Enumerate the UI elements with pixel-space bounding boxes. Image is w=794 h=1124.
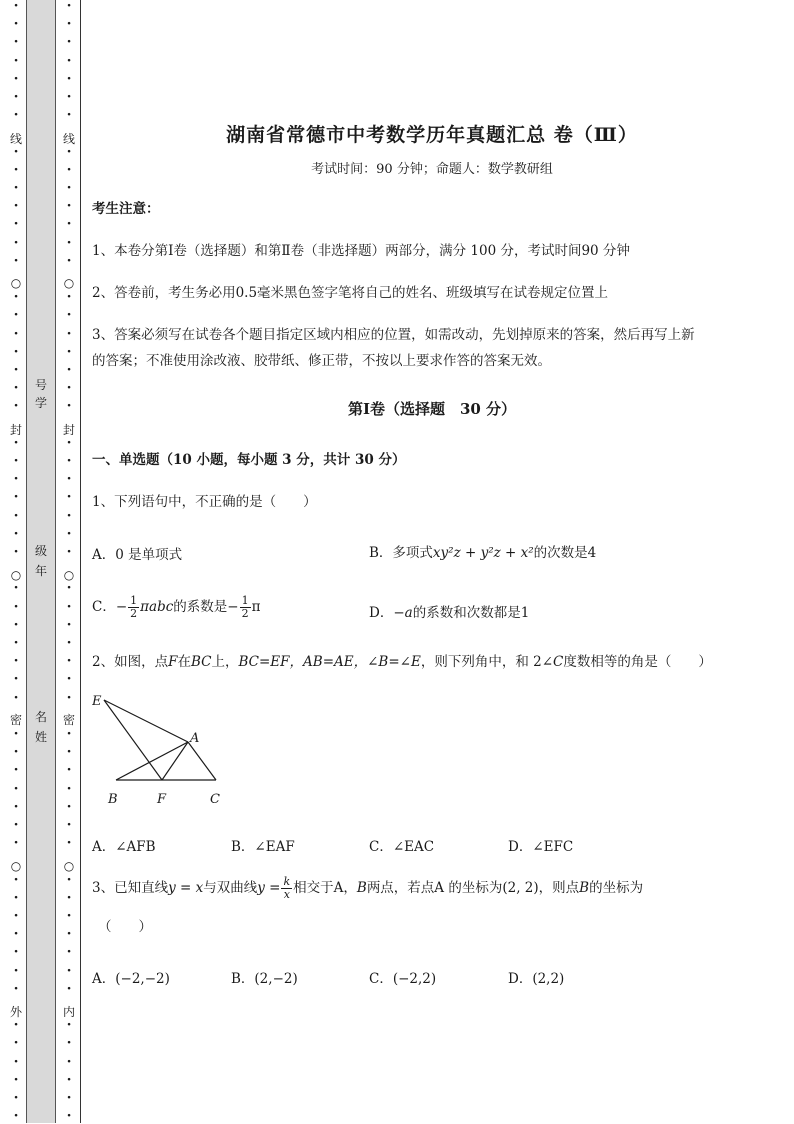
cut-dot: · xyxy=(66,70,72,87)
band-label-ming: 名 xyxy=(34,710,47,724)
cut-dot: · xyxy=(66,16,72,33)
cut-dot: · xyxy=(13,962,19,979)
q1-b-expression: xy²z + y²z + x² xyxy=(432,545,534,561)
cut-dot: · xyxy=(13,1053,19,1070)
q2-option-b: B．∠EAF xyxy=(231,839,295,855)
cut-dot: · xyxy=(13,635,19,651)
cut-dot: · xyxy=(13,143,19,160)
cut-dot: · xyxy=(13,325,19,342)
cut-dot: · xyxy=(66,143,72,160)
cut-dot: · xyxy=(66,835,72,852)
q2-segment-bc: BC xyxy=(190,654,212,670)
q2-stem-part2: 在 xyxy=(177,654,191,670)
cut-dot: · xyxy=(13,1035,19,1052)
q3-hyperbola-denominator: x xyxy=(283,888,290,901)
segment-ac xyxy=(188,742,216,780)
part-heading: 一、单选题（10 小题，每小题 3 分，共计 30 分） xyxy=(92,452,406,468)
q3-hyperbola-fraction xyxy=(281,876,292,901)
band-label-xue: 学 xyxy=(34,396,47,410)
q1-d-variable: −a xyxy=(393,605,413,621)
cut-dot: · xyxy=(13,889,19,906)
q2-option-a: A．∠AFB xyxy=(92,839,156,855)
cut-dot: · xyxy=(13,926,19,943)
cut-circle-mark: ○ xyxy=(63,276,75,290)
cut-dot: · xyxy=(13,161,19,178)
q3-option-b: B．(2,−2) xyxy=(231,971,298,987)
cut-dot: · xyxy=(66,944,72,961)
cut-dot: · xyxy=(13,1108,19,1124)
cut-dot: · xyxy=(13,1071,19,1088)
q3-option-c: C．(−2,2) xyxy=(369,971,437,987)
cut-dot: · xyxy=(66,798,72,815)
cut-dot: · xyxy=(13,525,19,542)
q1-stem: 1、下列语句中，不正确的是（ ） xyxy=(92,494,317,510)
cut-dot: · xyxy=(66,307,72,324)
cut-dot: · xyxy=(13,289,19,306)
cut-dot: · xyxy=(66,216,72,233)
q3-stem-part3: 相交于A， xyxy=(293,880,357,896)
cut-dot: · xyxy=(66,1017,72,1034)
notice-item-3-line1: 3、答案必须写在试卷各个题目指定区域内相应的位置，如需改动，先划掉原来的答案，然后再写上新 xyxy=(92,327,695,343)
cut-dot: · xyxy=(66,616,72,633)
cut-dot: · xyxy=(13,343,19,360)
notice-item-3-line2: 的答案；不准使用涂改液、胶带纸、修正带，不按以上要求作答的答案无效。 xyxy=(92,353,551,369)
q1-c-pi: π xyxy=(251,599,261,615)
cut-dot: · xyxy=(13,1017,19,1034)
band-label-hao: 号 xyxy=(34,378,47,392)
cut-dot: · xyxy=(13,671,19,688)
q2-triangle-figure xyxy=(92,690,232,810)
cut-dot: · xyxy=(66,653,72,670)
cut-dot: · xyxy=(13,726,19,742)
cut-circle-mark: ○ xyxy=(63,568,75,582)
cut-dot: · xyxy=(66,380,72,397)
cut-label-mark: 封 xyxy=(62,423,75,437)
cut-dot: · xyxy=(66,780,72,797)
cut-dot: · xyxy=(66,908,72,924)
cut-circle-mark: ○ xyxy=(10,276,22,290)
cut-dot: · xyxy=(13,507,19,524)
cut-dot: · xyxy=(66,471,72,488)
cut-dot: · xyxy=(13,252,19,269)
cut-dot: · xyxy=(13,307,19,324)
band-label-xing: 姓 xyxy=(34,730,47,744)
q2-stem-part4: ，则下列角中，和 2∠ xyxy=(420,654,554,670)
cut-dot: · xyxy=(66,744,72,761)
q1-d-suffix: 的系数和次数都是1 xyxy=(412,605,530,621)
cut-dot: · xyxy=(66,544,72,560)
cut-dot: · xyxy=(66,1053,72,1070)
cut-dot: · xyxy=(13,871,19,888)
cut-dot: · xyxy=(66,34,72,51)
cut-dot: · xyxy=(66,1035,72,1052)
q1-option-a: A．0 是单项式 xyxy=(92,547,183,563)
page-title: 湖南省常德市中考数学历年真题汇总 卷（Ⅲ） xyxy=(226,124,638,146)
q3-line-expression: y = x xyxy=(168,880,204,896)
cut-dot: · xyxy=(66,362,72,378)
q3-answer-paren: （ ） xyxy=(98,919,152,935)
cut-dot: · xyxy=(66,489,72,506)
q1-b-prefix: B．多项式 xyxy=(369,545,433,561)
q2-stem xyxy=(92,650,712,670)
cut-dot: · xyxy=(13,198,19,215)
cut-dot: · xyxy=(13,0,19,14)
cut-dot: · xyxy=(66,343,72,360)
band-label-nian: 年 xyxy=(34,564,47,578)
q2-point-f: F xyxy=(168,654,178,670)
q3-stem-part2: 与双曲线 xyxy=(203,880,258,896)
cut-circle-mark: ○ xyxy=(10,568,22,582)
inner-cut-line xyxy=(61,0,77,1123)
segment-ba xyxy=(116,742,188,780)
exam-subtitle: 考试时间：90 分钟；命题人：数学教研组 xyxy=(311,162,553,177)
q1-c-fraction-2 xyxy=(240,595,251,620)
q3-point-b: B xyxy=(356,880,367,896)
q2-option-d: D．∠EFC xyxy=(508,839,574,855)
label-b: B xyxy=(108,792,118,807)
cut-label-mark: 线 xyxy=(9,132,22,146)
cut-dot: · xyxy=(66,107,72,124)
cut-dot: · xyxy=(13,362,19,378)
cut-dot: · xyxy=(66,52,72,69)
q2-stem-part5: 度数相等的角是（ ） xyxy=(563,654,712,670)
cut-dot: · xyxy=(66,635,72,651)
cut-dot: · xyxy=(13,234,19,251)
cut-dot: · xyxy=(13,544,19,560)
cut-dot: · xyxy=(66,580,72,597)
cut-dot: · xyxy=(13,398,19,415)
q1-c-denominator-2: 2 xyxy=(241,607,249,620)
q1-c-prefix: C．− xyxy=(92,599,128,615)
q1-c-variable: πabc xyxy=(140,599,174,615)
cut-label-mark: 线 xyxy=(62,132,75,146)
cut-dot: · xyxy=(13,216,19,233)
cut-label-mark: 密 xyxy=(62,713,75,727)
outer-cut-line xyxy=(8,0,24,1123)
cut-dot: · xyxy=(13,1090,19,1106)
notice-item-2: 2、答卷前，考生务必用0.5毫米黑色签字笔将自己的姓名、班级填写在试卷规定位置上 xyxy=(92,285,609,301)
cut-dot: · xyxy=(13,653,19,670)
cut-dot: · xyxy=(66,325,72,342)
cut-label-mark: 封 xyxy=(9,423,22,437)
q1-option-d xyxy=(369,601,529,621)
q3-stem-part1: 3、已知直线 xyxy=(92,880,169,896)
q1-c-numerator-2: 1 xyxy=(241,594,249,607)
cut-label-mark: 密 xyxy=(9,713,22,727)
section-title: 第Ⅰ卷（选择题 30 分） xyxy=(347,400,517,418)
q3-stem xyxy=(92,876,643,901)
q3-stem-part4: 两点，若点A 的坐标为 xyxy=(366,880,503,896)
notice-heading: 考生注意： xyxy=(92,201,160,217)
q1-option-c xyxy=(92,595,260,620)
q3-option-d: D．(2,2) xyxy=(508,971,565,987)
q3-option-a: A．(−2,−2) xyxy=(92,971,170,987)
cut-dot: · xyxy=(13,944,19,961)
cut-dot: · xyxy=(13,798,19,815)
cut-dot: · xyxy=(66,817,72,833)
segment-ea xyxy=(104,700,188,742)
q1-option-b xyxy=(369,541,596,561)
cut-dot: · xyxy=(13,580,19,597)
q3-point-b-2: B xyxy=(579,880,590,896)
cut-dot: · xyxy=(13,598,19,615)
cut-dot: · xyxy=(66,671,72,688)
q3-hyperbola-y: y = xyxy=(257,880,281,896)
cut-dot: · xyxy=(66,1108,72,1124)
cut-circle-mark: ○ xyxy=(10,859,22,873)
q1-b-suffix: 的次数是4 xyxy=(533,545,597,561)
cut-dot: · xyxy=(13,817,19,833)
segment-fa xyxy=(162,742,188,780)
cut-dot: · xyxy=(13,471,19,488)
label-a: A xyxy=(190,731,200,746)
cut-dot: · xyxy=(13,180,19,196)
q2-stem-part1: 2、如图，点 xyxy=(92,654,169,670)
cut-dot: · xyxy=(66,689,72,706)
cut-dot: · xyxy=(13,689,19,706)
notice-item-1: 1、本卷分第Ⅰ卷（选择题）和第Ⅱ卷（非选择题）两部分，满分 100 分，考试时间90 分钟 xyxy=(92,243,630,259)
cut-dot: · xyxy=(66,289,72,306)
q1-d-prefix: D． xyxy=(369,605,394,621)
label-e: E xyxy=(92,694,102,709)
band-label-ji: 级 xyxy=(34,544,47,558)
cut-dot: · xyxy=(66,89,72,105)
cut-dot: · xyxy=(13,980,19,997)
cut-dot: · xyxy=(13,762,19,779)
cut-dot: · xyxy=(13,107,19,124)
cut-dot: · xyxy=(13,616,19,633)
cut-dot: · xyxy=(66,926,72,943)
cut-dot: · xyxy=(13,744,19,761)
cut-dot: · xyxy=(13,835,19,852)
q1-c-mid: 的系数是− xyxy=(173,599,239,615)
q3-stem-part5: ，则点 xyxy=(538,880,580,896)
cut-dot: · xyxy=(13,52,19,69)
cut-dot: · xyxy=(13,34,19,51)
cut-dot: · xyxy=(13,780,19,797)
cut-dot: · xyxy=(66,198,72,215)
cut-label-mark: 外 xyxy=(9,1005,22,1019)
cut-label-mark: 内 xyxy=(62,1005,75,1019)
cut-dot: · xyxy=(66,871,72,888)
cut-dot: · xyxy=(66,1071,72,1088)
q2-stem-part3: 上， xyxy=(211,654,239,670)
segment-ef xyxy=(104,700,162,780)
q3-hyperbola-numerator: k xyxy=(283,875,291,888)
q3-stem-part6: 的坐标为 xyxy=(589,880,644,896)
cut-circle-mark: ○ xyxy=(63,859,75,873)
cut-dot: · xyxy=(13,89,19,105)
cut-dot: · xyxy=(13,434,19,451)
q1-c-numerator: 1 xyxy=(130,594,138,607)
margin-divider xyxy=(80,0,81,1123)
cut-dot: · xyxy=(66,180,72,196)
cut-dot: · xyxy=(13,908,19,924)
q1-c-denominator: 2 xyxy=(130,607,138,620)
cut-dot: · xyxy=(66,1090,72,1106)
q1-c-fraction xyxy=(128,595,139,620)
cut-dot: · xyxy=(66,726,72,742)
q3-point-a-coords: (2, 2) xyxy=(502,880,539,896)
cut-dot: · xyxy=(13,16,19,33)
label-f: F xyxy=(157,792,167,807)
cut-dot: · xyxy=(66,434,72,451)
cut-dot: · xyxy=(66,507,72,524)
cut-dot: · xyxy=(66,252,72,269)
cut-dot: · xyxy=(13,453,19,469)
cut-dot: · xyxy=(66,762,72,779)
cut-dot: · xyxy=(66,889,72,906)
cut-dot: · xyxy=(66,598,72,615)
cut-dot: · xyxy=(66,234,72,251)
q2-conditions: BC=EF，AB=AE，∠B=∠E xyxy=(238,654,421,670)
cut-dot: · xyxy=(66,525,72,542)
cut-dot: · xyxy=(66,962,72,979)
q2-option-c: C．∠EAC xyxy=(369,839,435,855)
cut-dot: · xyxy=(66,398,72,415)
cut-dot: · xyxy=(66,453,72,469)
student-info-band xyxy=(26,0,56,1123)
cut-dot: · xyxy=(13,380,19,397)
cut-dot: · xyxy=(13,489,19,506)
cut-dot: · xyxy=(66,161,72,178)
cut-dot: · xyxy=(66,980,72,997)
cut-dot: · xyxy=(66,0,72,14)
cut-dot: · xyxy=(13,70,19,87)
label-c: C xyxy=(210,792,220,807)
q2-point-c: C xyxy=(553,654,564,670)
